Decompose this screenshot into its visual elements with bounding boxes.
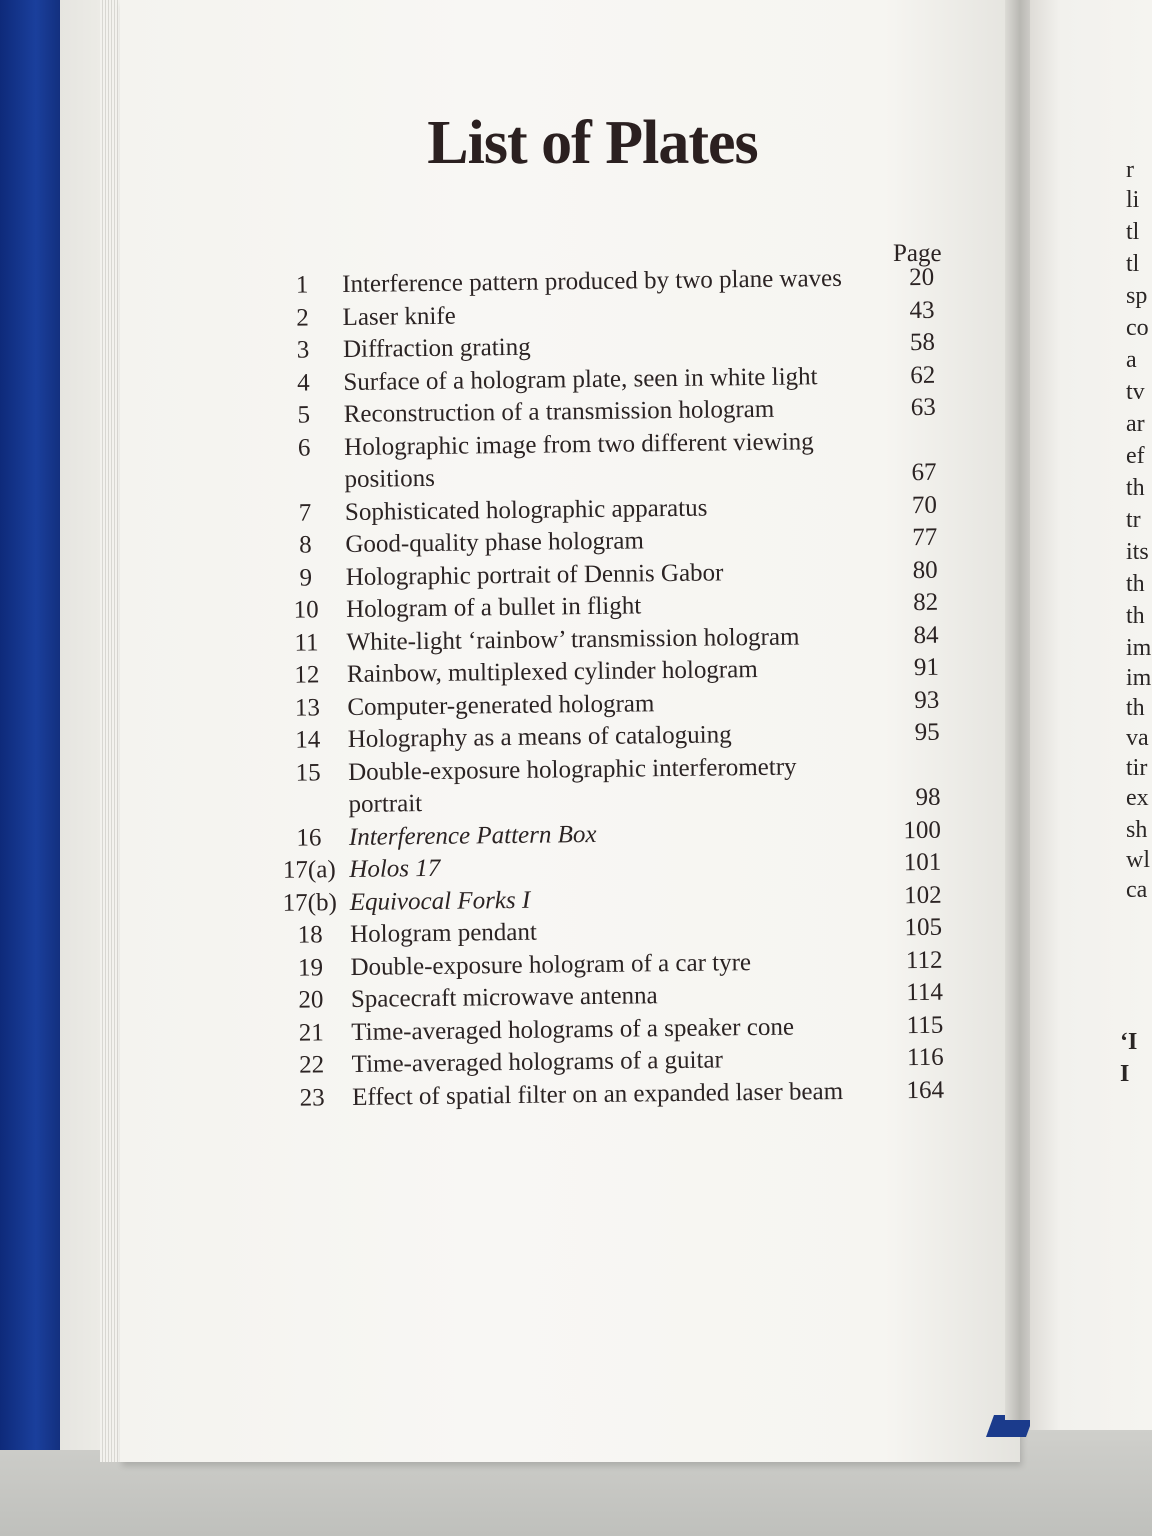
plate-description: Effect of spatial filter on an expanded laser beam bbox=[351, 1077, 844, 1111]
plate-number: 13 bbox=[294, 693, 321, 722]
facing-page-text-fragment: th bbox=[1126, 695, 1145, 721]
plate-number: 3 bbox=[296, 336, 310, 364]
plate-number: 15 bbox=[295, 758, 321, 787]
plate-number: 1 bbox=[295, 271, 309, 299]
plate-page-number: 115 bbox=[906, 1011, 944, 1039]
plate-number: 7 bbox=[298, 498, 312, 527]
plate-number: 8 bbox=[298, 531, 312, 559]
plate-description: Holographic image from two different viewing positions bbox=[344, 427, 814, 494]
plate-number: 10 bbox=[293, 596, 319, 624]
plate-description: Spacecraft microwave antenna bbox=[350, 982, 658, 1013]
plate-number: 11 bbox=[294, 628, 319, 657]
plate-page-number: 114 bbox=[906, 978, 944, 1007]
plate-page-number: 164 bbox=[906, 1076, 945, 1104]
plate-description: Sophisticated holographic apparatus bbox=[344, 494, 708, 526]
plates-list bbox=[262, 261, 972, 1114]
facing-page-text-fragment: co bbox=[1126, 315, 1149, 341]
plate-number: 4 bbox=[296, 368, 310, 397]
plate-page-number: 84 bbox=[913, 621, 939, 649]
plate-page-number: 77 bbox=[912, 523, 938, 552]
plate-number: 5 bbox=[297, 401, 311, 429]
plate-description: Interference pattern produced by two plane waves bbox=[342, 264, 843, 299]
plate-description: Reconstruction of a transmission hologram bbox=[343, 395, 775, 429]
plate-page-number: 62 bbox=[910, 361, 936, 389]
plate-number: 22 bbox=[299, 1051, 325, 1079]
plate-description: Laser knife bbox=[342, 302, 456, 331]
facing-page-text-fragment: sp bbox=[1126, 283, 1148, 309]
plate-number: 9 bbox=[299, 563, 313, 592]
plate-page-number: 67 bbox=[911, 458, 937, 487]
plate-description: Computer-generated hologram bbox=[347, 689, 655, 721]
facing-page-text-fragment: th bbox=[1126, 603, 1145, 629]
plate-row bbox=[268, 749, 969, 823]
plate-description: Equivocal Forks I bbox=[349, 886, 531, 916]
plate-number: 19 bbox=[297, 953, 324, 982]
plate-number: 23 bbox=[299, 1083, 325, 1112]
plate-description: Holographic portrait of Dennis Gabor bbox=[345, 558, 724, 591]
page-column-header: Page bbox=[893, 240, 942, 267]
plate-page-number: 20 bbox=[908, 263, 935, 292]
plate-page-number: 105 bbox=[904, 913, 943, 942]
plate-number: 14 bbox=[295, 726, 321, 754]
facing-page-text-fragment: th bbox=[1126, 571, 1145, 597]
facing-page-text-fragment: ef bbox=[1126, 443, 1145, 469]
facing-page-text-fragment: ‘I bbox=[1120, 1029, 1138, 1055]
facing-page-text-fragment: th bbox=[1126, 475, 1145, 501]
plate-page-number: 101 bbox=[903, 848, 942, 877]
plate-page-number: 93 bbox=[914, 686, 940, 714]
facing-page-text-fragment: tir bbox=[1126, 755, 1148, 781]
plate-page-number: 43 bbox=[909, 296, 935, 324]
plate-description: Surface of a hologram plate, seen in white light bbox=[343, 362, 818, 396]
plate-description: Hologram pendant bbox=[349, 918, 538, 948]
plate-description: Diffraction grating bbox=[342, 333, 531, 364]
plate-number: 17(a) bbox=[282, 856, 336, 884]
plate-number: 21 bbox=[298, 1018, 324, 1047]
facing-page-text-fragment: tl bbox=[1126, 251, 1140, 277]
plate-number: 20 bbox=[298, 986, 324, 1014]
plate-number: 18 bbox=[297, 921, 323, 949]
plate-page-number: 58 bbox=[909, 328, 936, 357]
facing-page-text-fragment: ex bbox=[1126, 785, 1149, 811]
facing-page-text-fragment: tv bbox=[1126, 379, 1145, 405]
facing-page-text-fragment: tr bbox=[1126, 507, 1141, 533]
facing-page-text-fragment: I bbox=[1120, 1061, 1130, 1087]
plate-page-number: 63 bbox=[910, 393, 936, 422]
facing-page-text-fragment: li bbox=[1126, 187, 1140, 213]
plate-number: 16 bbox=[296, 823, 322, 852]
book-cover-spine bbox=[0, 0, 60, 1450]
facing-page-text-fragment: its bbox=[1126, 539, 1149, 565]
facing-page bbox=[1030, 0, 1152, 1430]
plate-description: Rainbow, multiplexed cylinder hologram bbox=[346, 655, 758, 688]
facing-page-text-fragment: tl bbox=[1126, 219, 1140, 245]
facing-page-text-fragment: ar bbox=[1126, 411, 1145, 437]
facing-page-text-fragment: r bbox=[1126, 157, 1134, 183]
plate-page-number: 116 bbox=[906, 1043, 944, 1072]
facing-page-text-fragment: a bbox=[1126, 347, 1137, 373]
plate-description: Interference Pattern Box bbox=[348, 820, 597, 851]
facing-page-text-fragment: ca bbox=[1126, 877, 1148, 903]
facing-page-text-fragment: im bbox=[1126, 635, 1152, 661]
plate-page-number: 112 bbox=[905, 946, 943, 974]
plate-page-number: 100 bbox=[903, 816, 942, 844]
plate-number: 12 bbox=[294, 661, 320, 689]
plate-number: 6 bbox=[297, 433, 311, 462]
plate-page-number: 82 bbox=[912, 588, 939, 617]
plate-row bbox=[264, 424, 965, 498]
plate-description: Hologram of a bullet in flight bbox=[345, 592, 642, 623]
facing-page-text-fragment: va bbox=[1126, 725, 1149, 751]
plate-description: Good-quality phase hologram bbox=[345, 527, 645, 559]
facing-page-text-fragment: sh bbox=[1126, 817, 1148, 843]
plate-description: Double-exposure hologram of a car tyre bbox=[350, 948, 752, 981]
plate-page-number: 102 bbox=[904, 881, 942, 909]
plate-number: 2 bbox=[296, 303, 309, 332]
plate-number: 17(b) bbox=[282, 888, 337, 917]
plate-page-number: 70 bbox=[911, 491, 938, 519]
page-title: List of Plates bbox=[427, 109, 758, 177]
plate-description: Time-averaged holograms of a speaker cone bbox=[351, 1013, 795, 1046]
plate-description: Time-averaged holograms of a guitar bbox=[351, 1046, 724, 1078]
facing-page-text-fragment: wl bbox=[1126, 847, 1150, 873]
plate-page-number: 91 bbox=[913, 653, 940, 682]
plate-description: Holos 17 bbox=[349, 854, 441, 883]
plate-page-number: 95 bbox=[914, 718, 940, 747]
plate-description: Double-exposure holographic interferometry portrait bbox=[347, 753, 797, 818]
plate-page-number: 80 bbox=[912, 556, 938, 584]
plate-page-number: 98 bbox=[915, 783, 941, 812]
plate-description: Holography as a means of cataloguing bbox=[347, 721, 732, 753]
plate-description: White-light ‘rainbow’ transmission hologram bbox=[346, 622, 800, 656]
facing-page-text-fragment: im bbox=[1126, 665, 1152, 691]
